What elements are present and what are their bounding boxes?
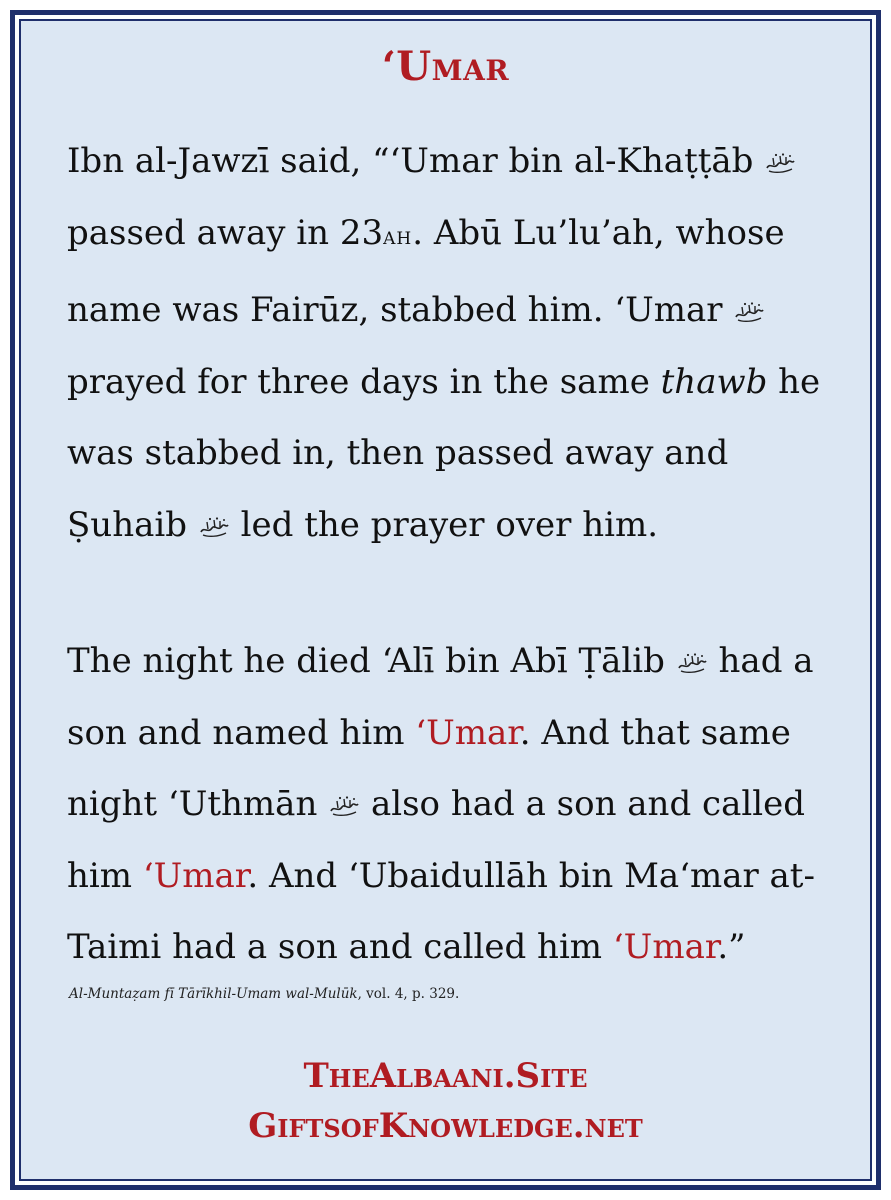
umar-highlight: ‘Umar — [142, 855, 248, 896]
honorific-icon — [733, 301, 765, 323]
p1-text-4: prayed for three days in the same — [67, 361, 650, 402]
citation-reference: , vol. 4, p. 329. — [357, 986, 460, 1002]
site-name-1: TheAlbaani.Site — [303, 1056, 588, 1096]
p1-text-3: . Abū Lu’lu’ah, whose name was Fairūz, stabbed him. ‘Umar — [67, 212, 785, 330]
p1-text-2: passed away in 23 — [67, 212, 384, 253]
umar-highlight: ‘Umar — [612, 927, 718, 967]
site-name-2: GiftsofKnowledge.net — [248, 1106, 643, 1146]
p2-text-6: .” — [717, 927, 746, 967]
p2-text-3: . And that same night ‘Uthmān — [67, 712, 791, 824]
umar-highlight: ‘Umar — [415, 712, 520, 753]
p1-text-1: Ibn al-Jawzī said, “‘Umar bin al-Khaṭṭāb — [67, 141, 754, 181]
citation — [69, 986, 459, 1002]
paragraph-2 — [67, 626, 830, 984]
honorific-icon — [764, 152, 796, 174]
honorific-icon — [198, 516, 230, 538]
thawb-term: thawb — [660, 361, 768, 402]
p2-text-2: had a son and named him — [67, 641, 814, 753]
ah-abbrev: AH — [383, 228, 413, 249]
paragraph-1 — [67, 126, 830, 561]
p1-text-5: he was stabbed in, then passed away and Ṣuhaib — [67, 361, 821, 545]
citation-book-title: Al-Muntaẓam fī Tārīkhil-Umam wal-Mulūk — [69, 986, 358, 1002]
p2-text-1: The night he died ‘Alī bin Abī Ṭālib — [67, 641, 665, 681]
outer-border — [10, 10, 881, 1190]
honorific-icon — [676, 652, 708, 674]
page-title: ‘Umar — [381, 43, 510, 90]
p2-text-4: also had a son and called him — [67, 784, 805, 896]
p1-text-6: led the prayer over him. — [240, 504, 659, 545]
honorific-icon — [328, 795, 360, 817]
p2-text-5: . And ‘Ubaidullāh bin Ma‘mar at-Taimi had a son and called him — [67, 855, 815, 967]
page-panel — [19, 19, 872, 1181]
